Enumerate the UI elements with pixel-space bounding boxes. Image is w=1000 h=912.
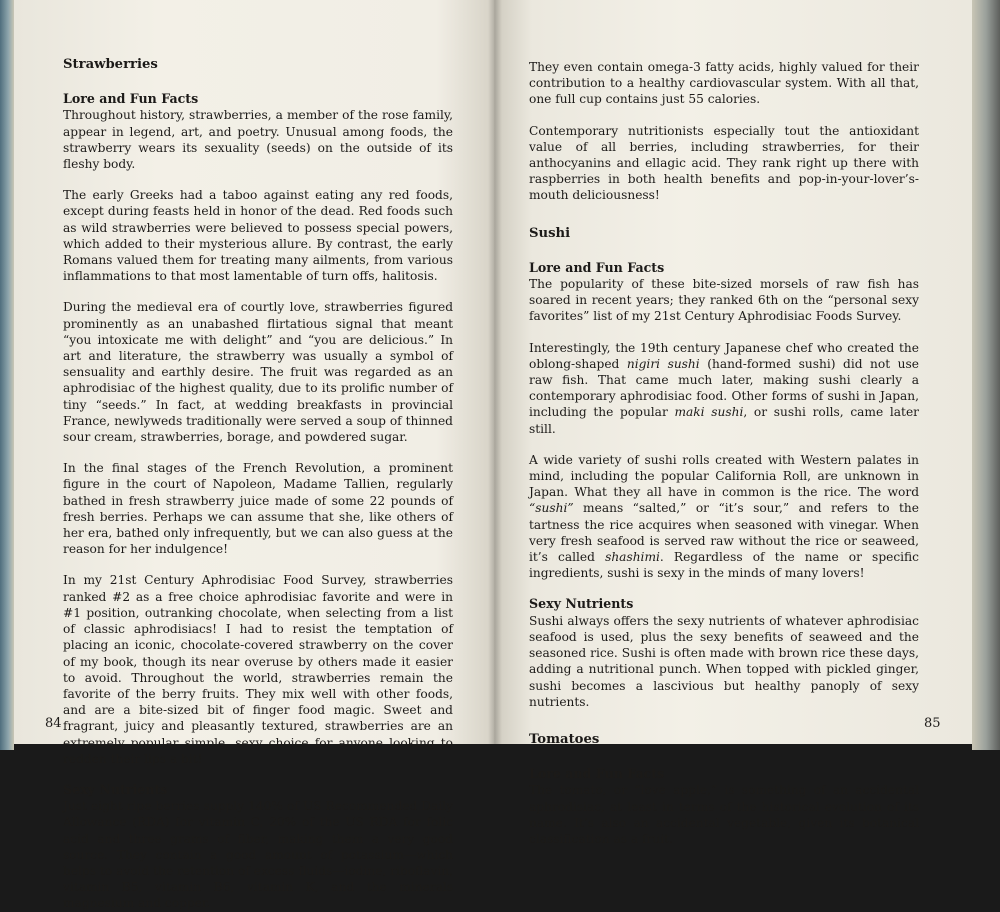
text-run: (hand-formed sushi) did not use raw fish. That came much later, making sushi clearly a contemporary aphrodisiac food. Other forms of sushi in Japan, including the popular — [529, 356, 919, 420]
paragraph: Just eight ripe berries supply 140% of US Recommended Daily Allowance (RDA) for vitamin C, 20% of the US RDA for folic acid and three grams of fiber, making them a very good source. They contain a good amount of potassium—which helps to avoid the retention of excess fluids—iodine, riboflavin, vitamin B5, vitamin B6, vitamin K, and the minerals magnesium and copper. — [63, 799, 453, 911]
text-run: A wide variety of sushi rolls created with Western palates in mind, including the popular California Roll, are unknown in Japan. What they all have in common is the rice. The word — [529, 452, 919, 500]
chapter-title-sushi: Sushi — [529, 225, 571, 241]
section-heading-lore: Lore and Fun Facts — [529, 766, 665, 782]
italic-term: “sushi” — [529, 501, 574, 516]
paragraph: The early Greeks had a taboo against eating any red foods, except during feasts held in honor of the dead. Red foods such as wild strawberries were believed to possess special powers, which added to their mysterious allure. By contrast, the early Romans valued them for treating many ailments, from various inflammations to that most lamentable of turn offs, halitosis. — [63, 188, 453, 284]
left-page — [14, 0, 494, 911]
page-number: 84 — [45, 716, 62, 731]
text-run: , or sushi rolls, came later still. — [529, 405, 919, 436]
section-heading-lore: Lore and Fun Facts — [63, 91, 199, 107]
text-run: means “salted,” or “it’s sour,” and refers to the tartness the rice acquires when seasoned with vinegar. When very fresh seafood is served raw without the rice or seaweed, it’s called — [529, 501, 919, 565]
right-page — [494, 0, 972, 846]
section-heading-nutrients: Sexy Nutrients — [63, 781, 168, 797]
paragraph: Throughout history, strawberries, a member of the rose family, appear in legend, art, and poetry. Unusual among foods, the strawberry wears its sexuality (seeds) on the outside of its fleshy body. — [63, 108, 453, 172]
right-page-text — [529, 59, 919, 847]
chapter-title-tomatoes: Tomatoes — [529, 731, 600, 747]
book-gutter — [488, 0, 502, 744]
paragraph: The popularity of these bite-sized morsels of raw fish has soared in recent years; they ranked 6th on the “personal sexy favorites” list of my 21st Century Aphrodisiac Foods Survey. — [529, 277, 919, 324]
paragraph: The tomato, or “love apple,” is something of an accidental aphrodisiac, at least in terms of the historical evolution of its name. It’s also an accidental vegetable, given its botanical classification as a fruit. — [529, 783, 919, 846]
paragraph: In the final stages of the French Revolution, a prominent figure in the court of Napoleon, Madame Tallien, regularly bathed in fresh strawberry juice made of some 22 pounds of fresh berries. Perhaps we can assume that she, like others of her era, bathed only infrequently, but we can also guess at the reason for her indulgence! — [63, 461, 453, 557]
section-heading-lore: Lore and Fun Facts — [529, 259, 665, 275]
paragraph: They even contain omega-3 fatty acids, highly valued for their contribution to a healthy cardiovascular system. With all that, one full cup contains just 55 calories. — [529, 60, 919, 107]
paragraph: Sushi always offers the sexy nutrients of whatever aphrodisiac seafood is used, plus the sexy benefits of seaweed and the seasoned rice. Sushi is often made with brown rice these days, adding a nutritional punch. When topped with pickled ginger, sushi becomes a lascivious but healthy panoply of sexy nutrients. — [529, 613, 919, 709]
paragraph: Contemporary nutritionists especially tout the antioxidant value of all berries, including strawberries, for their anthocyanins and ellagic acid. They rank right up there with raspberries in both health benefits and pop-in-your-lover’s-mouth deliciousness! — [529, 123, 919, 203]
chapter-title-strawberries: Strawberries — [63, 57, 158, 72]
italic-term: shashimi — [605, 550, 660, 565]
page-edges-left — [0, 0, 14, 750]
left-page-text — [63, 57, 453, 912]
italic-term: nigiri sushi — [626, 356, 700, 371]
paragraph: During the medieval era of courtly love, strawberries figured prominently as an unabashed flirtatious signal that meant “you intoxicate me with delight” and “you are delicious.” In art and literature, the strawberry was usually a symbol of sensuality and earthly desire. The fruit was regarded as an aphrodisiac of the highest quality, due to its prolific number of tiny “seeds.” In fact, at wedding breakfasts in provincial France, newlyweds traditionally were served a soup of thinned sour cream, strawberries, borage, and powdered sugar. — [63, 300, 453, 445]
paragraph: In my 21st Century Aphrodisiac Food Survey, strawberries ranked #2 as a free choice aphrodisiac favorite and were in #1 position, outranking chocolate, when selecting from a list of classic aphrodisiacs! I had to resist the temptation of placing an iconic, chocolate-covered strawberry on the cover of my book, though its near overuse by others made it easier to avoid. Throughout the world, strawberries remain the favorite of the berry fruits. They mix well with other foods, and are a bite-sized bit of finger food magic. Sweet and fragrant, juicy and pleasantly textured, strawberries are an extremely popular simple, sexy choice for anyone looking to redden their lips a bit! — [63, 573, 453, 766]
italic-term: maki sushi — [674, 405, 744, 420]
paragraph — [529, 340, 919, 437]
page-edges-right — [972, 0, 1000, 750]
text-run: Interestingly, the 19th century Japanese chef who created the oblong-shaped — [529, 340, 919, 371]
paragraph — [529, 452, 919, 582]
section-heading-nutrients: Sexy Nutrients — [529, 596, 634, 612]
text-run: . Regardless of the name or specific ingredients, sushi is sexy in the minds of many lovers! — [529, 550, 920, 581]
page-number: 85 — [924, 716, 941, 731]
